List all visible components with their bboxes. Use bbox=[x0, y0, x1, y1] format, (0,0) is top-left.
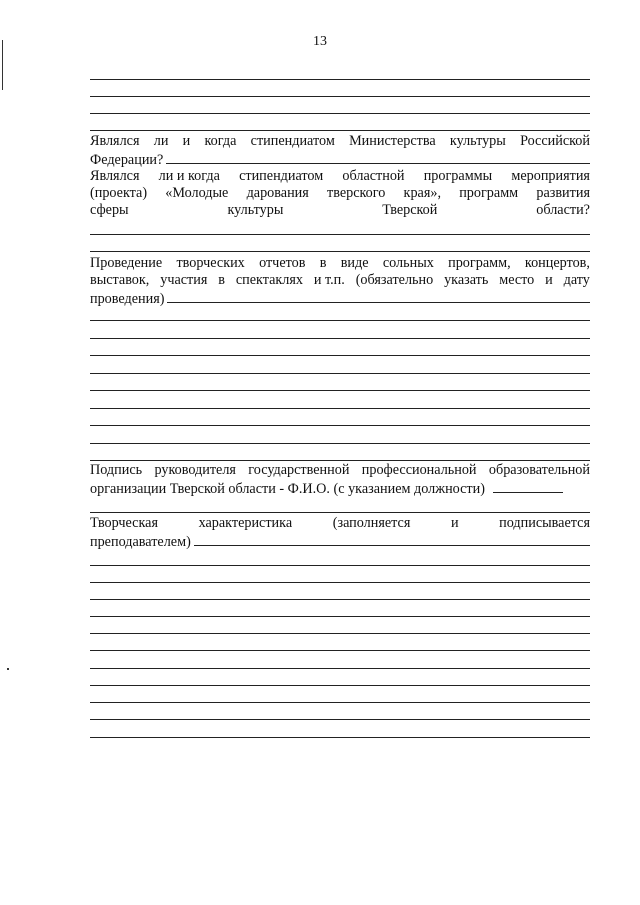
question-line bbox=[90, 185, 590, 202]
answer-line bbox=[90, 79, 590, 80]
word: ли bbox=[153, 133, 169, 149]
answer-line bbox=[90, 113, 590, 114]
question-line bbox=[90, 479, 590, 498]
question-line bbox=[90, 168, 590, 185]
word: образовательной bbox=[488, 462, 590, 478]
word: подписывается bbox=[499, 515, 590, 531]
word: виде bbox=[340, 255, 369, 271]
word: программ bbox=[459, 185, 519, 201]
regional-scholar-question bbox=[90, 168, 590, 219]
answer-line bbox=[90, 130, 590, 131]
word: указать bbox=[444, 272, 489, 288]
word: программ, bbox=[448, 255, 511, 271]
answer-line bbox=[90, 650, 590, 651]
answer-line bbox=[90, 234, 590, 235]
question-line bbox=[90, 515, 590, 532]
question-line bbox=[90, 272, 590, 289]
word: место bbox=[499, 272, 535, 288]
word: сферы bbox=[90, 202, 129, 218]
answer-line bbox=[90, 338, 590, 339]
word: дарования bbox=[246, 185, 309, 201]
word: области? bbox=[536, 202, 590, 218]
word: культуры bbox=[449, 133, 506, 149]
answer-line bbox=[90, 320, 590, 321]
word: отчетов bbox=[259, 255, 306, 271]
word: государственной bbox=[248, 462, 350, 478]
creative-reports-question bbox=[90, 255, 590, 308]
word: культуры bbox=[227, 202, 284, 218]
word: тверского bbox=[327, 185, 386, 201]
word: (обязательно bbox=[355, 272, 434, 288]
word: сольных bbox=[382, 255, 434, 271]
answer-line bbox=[90, 408, 590, 409]
word: Российской bbox=[520, 133, 590, 149]
question-line bbox=[90, 255, 590, 272]
word: Являлся bbox=[90, 133, 140, 149]
answer-line bbox=[90, 565, 590, 566]
word: стипендиатом bbox=[250, 133, 335, 149]
question-line bbox=[90, 202, 590, 219]
answer-line bbox=[90, 702, 590, 703]
word: когда bbox=[204, 133, 237, 149]
answer-line bbox=[90, 443, 590, 444]
question-line bbox=[90, 133, 590, 150]
word: в bbox=[218, 272, 225, 288]
word: Министерства bbox=[349, 133, 436, 149]
word: и bbox=[545, 272, 553, 288]
word: программы bbox=[423, 168, 493, 184]
answer-line bbox=[90, 719, 590, 720]
answer-line bbox=[90, 599, 590, 600]
word: Подпись bbox=[90, 462, 143, 478]
word: (заполняется bbox=[332, 515, 411, 531]
answer-line bbox=[90, 582, 590, 583]
answer-line bbox=[90, 373, 590, 374]
word: выставок, bbox=[90, 272, 150, 288]
question-line bbox=[90, 462, 590, 479]
question-lead: преподавателем) bbox=[90, 534, 191, 550]
question-lead: Федерации? bbox=[90, 152, 164, 168]
word: и т.п. bbox=[313, 272, 345, 288]
word: в bbox=[319, 255, 327, 271]
word: руководителя bbox=[154, 462, 236, 478]
scan-dot bbox=[7, 668, 9, 670]
word: Проведение bbox=[90, 255, 163, 271]
word: Являлся bbox=[90, 168, 140, 184]
answer-line bbox=[90, 616, 590, 617]
answer-line bbox=[90, 512, 590, 513]
word: профессиональной bbox=[361, 462, 477, 478]
word: (проекта) bbox=[90, 185, 148, 201]
word: ли и когда bbox=[158, 168, 220, 184]
word: мероприятия bbox=[511, 168, 590, 184]
answer-line bbox=[90, 668, 590, 669]
answer-blank[interactable] bbox=[194, 532, 590, 546]
answer-line bbox=[90, 737, 590, 738]
answer-line bbox=[90, 425, 590, 426]
answer-line bbox=[90, 633, 590, 634]
page-number: 13 bbox=[313, 34, 327, 49]
word: участия bbox=[160, 272, 208, 288]
word: концертов, bbox=[524, 255, 590, 271]
answer-line bbox=[90, 251, 590, 252]
question-line bbox=[90, 150, 590, 169]
answer-line bbox=[90, 685, 590, 686]
answer-line bbox=[90, 355, 590, 356]
question-lead: проведения) bbox=[90, 291, 165, 307]
word: развития bbox=[536, 185, 590, 201]
word: Творческая bbox=[90, 515, 158, 531]
question-lead: организации Тверской области - Ф.И.О. (с указанием должности) bbox=[90, 481, 485, 497]
answer-line bbox=[90, 96, 590, 97]
word: спектаклях bbox=[235, 272, 303, 288]
answer-blank[interactable] bbox=[166, 150, 590, 164]
word: и bbox=[450, 515, 459, 531]
word: края», bbox=[403, 185, 441, 201]
answer-line bbox=[90, 460, 590, 461]
word: и bbox=[182, 133, 191, 149]
question-line bbox=[90, 289, 590, 308]
answer-blank[interactable] bbox=[167, 289, 590, 303]
word: областной bbox=[342, 168, 405, 184]
question-line bbox=[90, 532, 590, 551]
scan-edge-mark bbox=[2, 40, 3, 90]
word: творческих bbox=[176, 255, 245, 271]
answer-blank[interactable] bbox=[493, 479, 563, 493]
creative-characteristic-question bbox=[90, 515, 590, 551]
word: характеристика bbox=[198, 515, 293, 531]
word: стипендиатом bbox=[239, 168, 324, 184]
word: дату bbox=[563, 272, 590, 288]
answer-line bbox=[90, 390, 590, 391]
word: «Молодые bbox=[165, 185, 229, 201]
ministry-scholar-question bbox=[90, 133, 590, 169]
word: Тверской bbox=[382, 202, 438, 218]
director-signature-question bbox=[90, 462, 590, 498]
